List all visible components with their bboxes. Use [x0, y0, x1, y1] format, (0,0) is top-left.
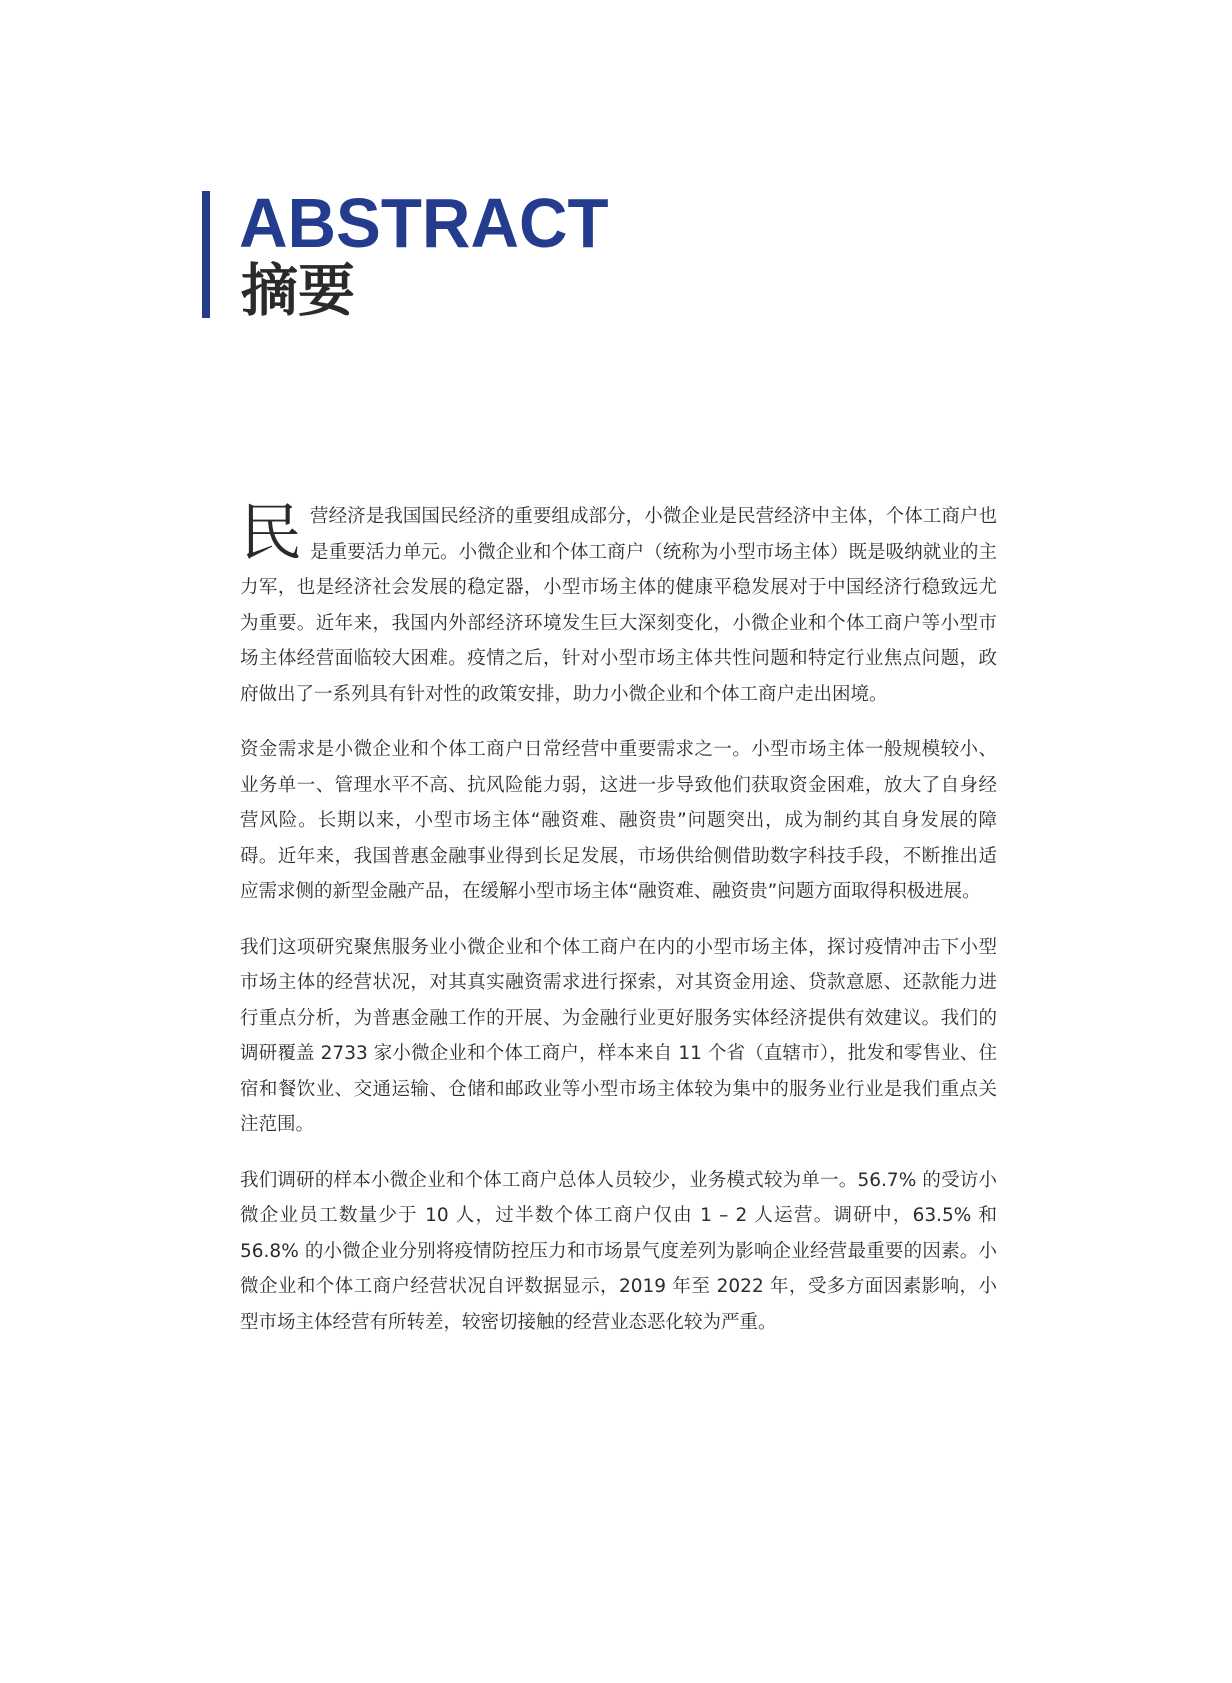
paragraph-4: 我们调研的样本小微企业和个体工商户总体人员较少，业务模式较为单一。56.7% 的受访小微企业员工数量少于 10 人，过半数个体工商户仅由 1 – 2 人运营。调研中，63.5% 和 56.8% 的小微企业分别将疫情防控压力和市场景气度差列为影响企业经营最重要的因素。小微企业和个体工商户经营状况自评数据显示，2019 年至 2022 年，受多方面因素影响，小型市场主体经营有所转差，较密切接触的经营业态恶化较为严重。 [240, 1169, 997, 1333]
title-chinese: 摘要 [241, 258, 355, 324]
paragraph-3: 我们这项研究聚焦服务业小微企业和个体工商户在内的小型市场主体，探讨疫情冲击下小型市场主体的经营状况，对其真实融资需求进行探索，对其资金用途、贷款意愿、还款能力进行重点分析，为普惠金融工作的开展、为金融行业更好服务实体经济提供有效建议。我们的调研覆盖 2733 家小微企业和个体工商户，样本来自 11 个省（直辖市），批发和零售业、住宿和餐饮业、交通运输、仓储和邮政业等小型市场主体较为集中的服务业行业是我们重点关注范围。 [240, 936, 997, 1135]
drop-cap: 民 [240, 496, 303, 569]
paragraph-2: 资金需求是小微企业和个体工商户日常经营中重要需求之一。小型市场主体一般规模较小、业务单一、管理水平不高、抗风险能力弱，这进一步导致他们获取资金困难，放大了自身经营风险。长期以来，小型市场主体“融资难、融资贵”问题突出，成为制约其自身发展的障碍。近年来，我国普惠金融事业得到长足发展，市场供给侧借助数字科技手段，不断推出适应需求侧的新型金融产品，在缓解小型市场主体“融资难、融资贵”问题方面取得积极进展。 [240, 739, 997, 902]
paragraph-1 [240, 496, 997, 712]
title-accent-bar [202, 191, 210, 318]
title-english: ABSTRACT [239, 184, 609, 262]
paragraph-1-text: 营经济是我国国民经济的重要组成部分，小微企业是民营经济中主体，个体工商户也是重要活力单元。小微企业和个体工商户（统称为小型市场主体）既是吸纳就业的主力军，也是经济社会发展的稳定器，小型市场主体的健康平稳发展对于中国经济行稳致远尤为重要。近年来，我国内外部经济环境发生巨大深刻变化，小微企业和个体工商户等小型市场主体经营面临较大困难。疫情之后，针对小型市场主体共性问题和特定行业焦点问题，政府做出了一系列具有针对性的政策安排，助力小微企业和个体工商户走出困境。 [240, 506, 997, 705]
abstract-body [240, 496, 997, 1360]
